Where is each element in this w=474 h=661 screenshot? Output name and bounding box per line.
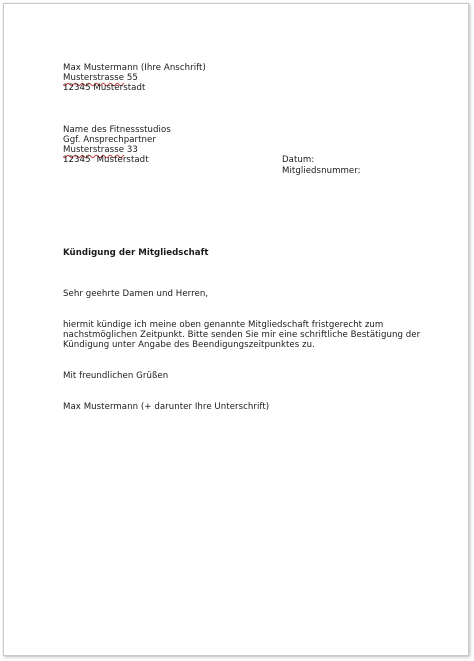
recipient-name: Name des Fitnessstudios xyxy=(63,125,171,135)
recipient-street-number: 33 xyxy=(126,145,138,155)
recipient-contact: Ggf. Ansprechpartner xyxy=(63,135,156,145)
date-label: Datum: xyxy=(282,155,315,165)
recipient-zip: 12345 xyxy=(63,155,91,165)
sender-city: 12345 Musterstadt xyxy=(63,83,146,93)
subject-line: Kündigung der Mitgliedschaft xyxy=(63,248,209,258)
body-line-2: nachstmöglichen Zeitpunkt. Bitte senden Sie mir eine schriftliche Bestätigung der xyxy=(63,330,421,340)
closing: Mit freundlichen Grüßen xyxy=(63,371,169,381)
member-number-label: Mitgliedsnummer: xyxy=(282,166,361,176)
recipient-city xyxy=(63,155,149,165)
sender-name: Max Mustermann (Ihre Anschrift) xyxy=(63,63,206,73)
sender-street-number: 55 xyxy=(126,73,138,83)
recipient-street-name: Musterstrasse xyxy=(63,145,125,155)
salutation: Sehr geehrte Damen und Herren, xyxy=(63,289,209,299)
body-line-1: hiermit kündige ich meine oben genannte Mitgliedschaft fristgerecht zum xyxy=(63,320,384,330)
body-line-3: Kündigung unter Angabe des Beendigungszeitpunktes zu. xyxy=(63,340,315,350)
sender-street xyxy=(63,73,138,83)
recipient-city-name: Musterstadt xyxy=(96,155,149,165)
recipient-street xyxy=(63,145,138,155)
signature-line: Max Mustermann (+ darunter Ihre Unterschrift) xyxy=(63,402,270,412)
sender-street-name: Musterstrasse xyxy=(63,73,125,83)
